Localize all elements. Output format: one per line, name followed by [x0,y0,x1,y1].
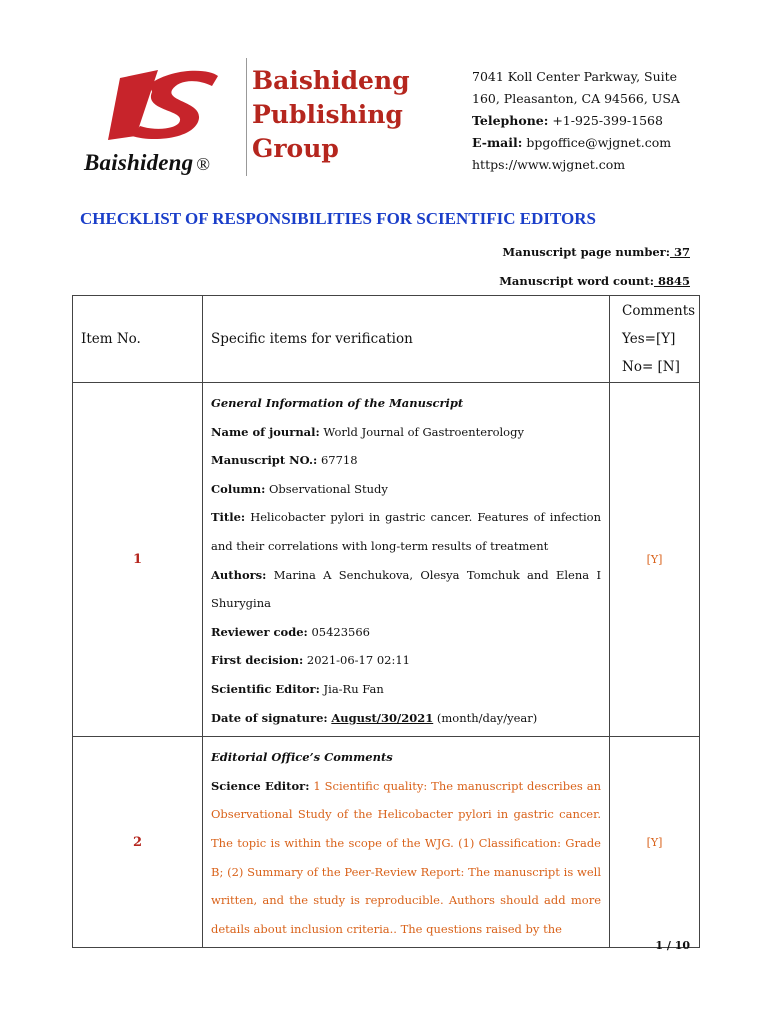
table-row [73,383,700,737]
editorial-comments-cell: Editorial Office’s Comments Science Editor: 1 Scientific quality: The manuscript describes an Observational Study of the Helicobacter pylori in gastric cancer. The topic is within the scope of the WJG. (1) Classification: Grade B; (2) Summary of the Peer-Review Report: The manuscript is well written, and the study is reproducible. Authors should add more details about inclusion criteria.. The questions raised by the [203,737,610,948]
item-number: 1 [73,383,203,737]
website-link[interactable]: https://www.wjgnet.com [472,157,626,172]
address-line: 7041 Koll Center Parkway, Suite [472,69,678,84]
address-line: 160, Pleasanton, CA 94566, USA [472,91,680,106]
baishideng-logo-icon [80,66,240,146]
email-line: E-mail: bpgoffice@wjgnet.com [472,135,672,150]
manuscript-word-count: Manuscript word count: 8845 [499,274,690,288]
checklist-table [72,295,700,948]
table-row [73,737,700,948]
header-comments: Comments Yes=[Y] No= [N] [610,296,700,383]
telephone-line: Telephone: +1-925-399-1568 [472,113,663,128]
comment-value: [Y] [610,383,700,737]
header-item-no: Item No. [73,296,203,383]
comment-value: [Y] [610,737,700,948]
header-specific-items: Specific items for verification [203,296,610,383]
letterhead [80,58,700,178]
item-number: 2 [73,737,203,948]
publisher-name: Baishideng Publishing Group [252,66,410,163]
header-divider [246,58,247,176]
page-number: 1 / 10 [655,939,690,952]
contact-block [472,66,680,176]
manuscript-page-number: Manuscript page number: 37 [502,245,690,259]
manuscript-info-cell: General Information of the Manuscript Name of journal: World Journal of Gastroenterology Manuscript NO.: 67718 Column: Observational Study Title: Helicobacter pylori in gastric cancer. Features of infection and their correlations with long-term results of treatment Authors: Marina A Senchukova, Olesya Tomchuk and Elena I Shurygina Reviewer code: 05423566 First decision: 2021-06-17 02:11 Scientific Editor: Jia-Ru Fan Date of signature: August/30/2021 (month/day/year) [203,383,610,737]
table-header-row [73,296,700,383]
page-title: CHECKLIST OF RESPONSIBILITIES FOR SCIENTIFIC EDITORS [80,209,596,228]
brand-wordmark: Baishideng ® [84,150,211,175]
